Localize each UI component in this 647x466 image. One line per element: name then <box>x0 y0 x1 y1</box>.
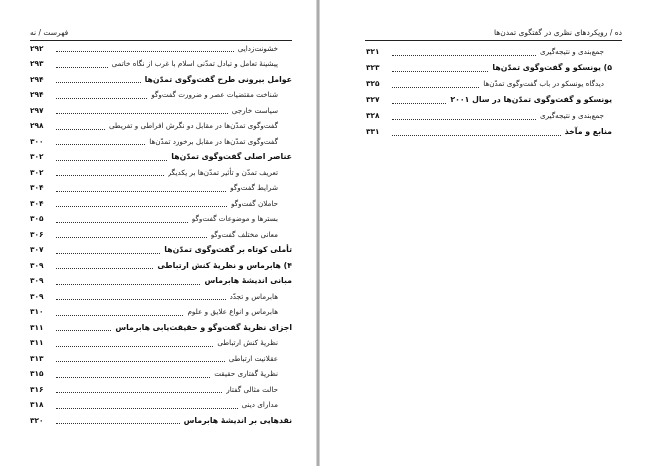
toc-page-number: ۳۲۵ <box>366 79 380 88</box>
dotted-leader <box>392 103 446 104</box>
toc-page-number: ۳۰۲ <box>30 152 44 162</box>
toc-entry <box>30 367 292 383</box>
right-page <box>320 0 647 466</box>
toc-entry <box>30 351 292 367</box>
toc-entry <box>30 119 292 135</box>
table-of-contents <box>366 44 612 140</box>
toc-page-number: ۲۹۴ <box>30 90 44 100</box>
toc-entry <box>30 382 292 398</box>
dotted-leader <box>56 408 238 409</box>
toc-entry <box>30 196 292 212</box>
toc-page-number: ۳۰۹ <box>30 291 44 301</box>
toc-page-number: ۳۲۳ <box>366 63 380 72</box>
toc-entry-title: تعریف تمدّن و تأثیر تمدّن‌ها بر یکدیگر <box>167 167 278 177</box>
toc-entry-title: عوامل بیرونی طرح گفت‌وگوی تمدّن‌ها <box>144 74 292 84</box>
dotted-leader <box>56 113 228 114</box>
toc-entry <box>30 398 292 414</box>
toc-entry <box>30 181 292 197</box>
header-rule <box>365 40 622 41</box>
toc-entry-title: پیشینۀ تعامل و تبادل تمدّنی اسلام با غرب از نگاه خاتمی <box>111 59 278 69</box>
toc-heading-entry <box>30 258 292 274</box>
toc-page-number: ۲۹۳ <box>30 59 44 69</box>
toc-entry-title: اجزای نظریۀ گفت‌وگو و حقیقت‌یابی هابرماس <box>115 322 292 332</box>
dotted-leader <box>56 51 234 52</box>
toc-entry-title: ۵) یونسکو و گفت‌وگوی تمدّن‌ها <box>492 63 612 72</box>
dotted-leader <box>56 253 160 254</box>
toc-entry-title: هابرماس و انواع علایق و علوم <box>187 307 278 317</box>
toc-entry-title: بسترها و موضوعات گفت‌وگو <box>191 214 278 224</box>
toc-page-number: ۳۰۰ <box>30 136 44 146</box>
dotted-leader <box>56 144 145 145</box>
toc-entry <box>30 212 292 228</box>
toc-entry-title: شناخت مقتضیات عصر و ضرورت گفت‌وگو <box>151 90 278 100</box>
toc-page-number: ۳۱۶ <box>30 384 44 394</box>
dotted-leader <box>56 67 108 68</box>
toc-page-number: ۳۰۶ <box>30 229 44 239</box>
toc-entry-title: هابرماس و تجدّد <box>229 291 278 301</box>
toc-entry <box>366 108 612 124</box>
toc-page-number: ۳۲۷ <box>366 95 380 104</box>
toc-page-number: ۳۲۱ <box>366 47 380 56</box>
toc-entry <box>30 227 292 243</box>
toc-page-number: ۳۰۴ <box>30 183 44 193</box>
table-of-contents <box>30 41 292 429</box>
dotted-leader <box>392 135 561 136</box>
toc-page-number: ۳۱۱ <box>30 338 44 348</box>
toc-entry-title: عناصر اصلی گفت‌وگوی تمدّن‌ها <box>171 152 292 162</box>
toc-heading-entry <box>30 320 292 336</box>
toc-entry-title: گفت‌وگوی تمدّن‌ها در مقابل دو نگرش افراطی و تفریطی <box>108 121 278 131</box>
dotted-leader <box>56 206 227 207</box>
dotted-leader <box>392 71 488 72</box>
toc-page-number: ۳۱۰ <box>30 307 44 317</box>
toc-entry-title: حالت مثالی گفتار <box>226 384 278 394</box>
toc-entry-title: عقلانیت ارتباطی <box>228 353 278 363</box>
toc-entry-title: نقدهایی بر اندیشۀ هابرماس <box>183 415 292 425</box>
dotted-leader <box>56 98 147 99</box>
toc-entry-title: نظریۀ کنش ارتباطی <box>217 338 278 348</box>
toc-heading-entry <box>30 274 292 290</box>
toc-entry-title: دیدگاه یونسکو در باب گفت‌وگوی تمدّن‌ها <box>483 79 604 88</box>
toc-entry-title: معانی مختلف گفت‌وگو <box>210 229 278 239</box>
toc-entry-title: مدارای دینی <box>241 400 278 410</box>
toc-heading-entry <box>366 124 612 140</box>
toc-page-number: ۲۹۴ <box>30 74 44 84</box>
toc-page-number: ۳۲۰ <box>30 415 44 425</box>
dotted-leader <box>56 129 105 130</box>
toc-entry-title: نظریۀ گفتاری حقیقت <box>214 369 278 379</box>
toc-entry-title: سیاست خارجی <box>231 105 278 115</box>
dotted-leader <box>56 82 141 83</box>
toc-heading-entry <box>366 92 612 108</box>
dotted-leader <box>392 87 479 88</box>
dotted-leader <box>56 284 200 285</box>
dotted-leader <box>56 299 226 300</box>
dotted-leader <box>56 315 183 316</box>
toc-page-number: ۳۱۵ <box>30 369 44 379</box>
toc-entry <box>30 134 292 150</box>
toc-entry-title: شرایط گفت‌وگو <box>230 183 278 193</box>
dotted-leader <box>56 330 111 331</box>
toc-entry <box>30 88 292 104</box>
dotted-leader <box>56 346 213 347</box>
toc-entry <box>366 76 612 92</box>
dotted-leader <box>56 377 210 378</box>
toc-page-number: ۲۹۷ <box>30 105 44 115</box>
dotted-leader <box>56 361 225 362</box>
left-page <box>0 0 316 466</box>
toc-entry-title: جمع‌بندی و نتیجه‌گیری <box>539 47 604 56</box>
toc-page-number: ۳۰۹ <box>30 260 44 270</box>
toc-entry <box>30 289 292 305</box>
toc-entry-title: منابع و مآخذ <box>564 127 612 136</box>
toc-page-number: ۲۹۲ <box>30 43 44 53</box>
toc-entry <box>366 44 612 60</box>
toc-page-number: ۳۰۷ <box>30 245 44 255</box>
toc-entry <box>30 57 292 73</box>
dotted-leader <box>56 237 207 238</box>
toc-page-number: ۳۰۴ <box>30 198 44 208</box>
dotted-leader <box>56 392 222 393</box>
toc-entry <box>30 305 292 321</box>
toc-entry <box>30 41 292 57</box>
dotted-leader <box>56 222 188 223</box>
toc-entry-title: مبانی اندیشۀ هابرماس <box>204 276 292 286</box>
toc-heading-entry <box>366 60 612 76</box>
dotted-leader <box>56 191 226 192</box>
dotted-leader <box>56 423 180 424</box>
toc-page-number: ۳۱۳ <box>30 353 44 363</box>
toc-page-number: ۳۳۱ <box>366 127 380 136</box>
toc-entry-title: تأملی کوتاه بر گفت‌وگوی تمدّن‌ها <box>164 245 292 255</box>
dotted-leader <box>56 175 164 176</box>
toc-entry-title: یونسکو و گفت‌وگوی تمدّن‌ها در سال ۲۰۰۱ <box>450 95 612 104</box>
running-header: فهرست / نه <box>30 28 69 37</box>
toc-entry <box>30 336 292 352</box>
dotted-leader <box>56 160 167 161</box>
toc-page-number: ۳۰۵ <box>30 214 44 224</box>
toc-page-number: ۲۹۸ <box>30 121 44 131</box>
toc-heading-entry <box>30 150 292 166</box>
toc-page-number: ۳۱۱ <box>30 322 44 332</box>
running-header: ده / رویکردهای نظری در گفتگوی تمدن‌ها <box>494 28 622 37</box>
toc-entry-title: خشونت‌زدایی <box>237 43 278 53</box>
toc-page-number: ۳۲۸ <box>366 111 380 120</box>
toc-heading-entry <box>30 413 292 429</box>
toc-heading-entry <box>30 72 292 88</box>
dotted-leader <box>392 119 536 120</box>
toc-entry-title: جمع‌بندی و نتیجه‌گیری <box>539 111 604 120</box>
dotted-leader <box>392 55 536 56</box>
toc-entry <box>30 165 292 181</box>
toc-entry-title: حاملان گفت‌وگو <box>230 198 278 208</box>
toc-heading-entry <box>30 243 292 259</box>
toc-entry-title: ۴) هابرماس و نظریۀ کنش ارتباطی <box>157 260 292 270</box>
toc-page-number: ۳۰۲ <box>30 167 44 177</box>
dotted-leader <box>56 268 153 269</box>
toc-page-number: ۳۰۹ <box>30 276 44 286</box>
toc-entry-title: گفت‌وگوی تمدّن‌ها در مقابل برخورد تمدّن‌ها <box>149 136 278 146</box>
toc-entry <box>30 103 292 119</box>
toc-page-number: ۳۱۸ <box>30 400 44 410</box>
